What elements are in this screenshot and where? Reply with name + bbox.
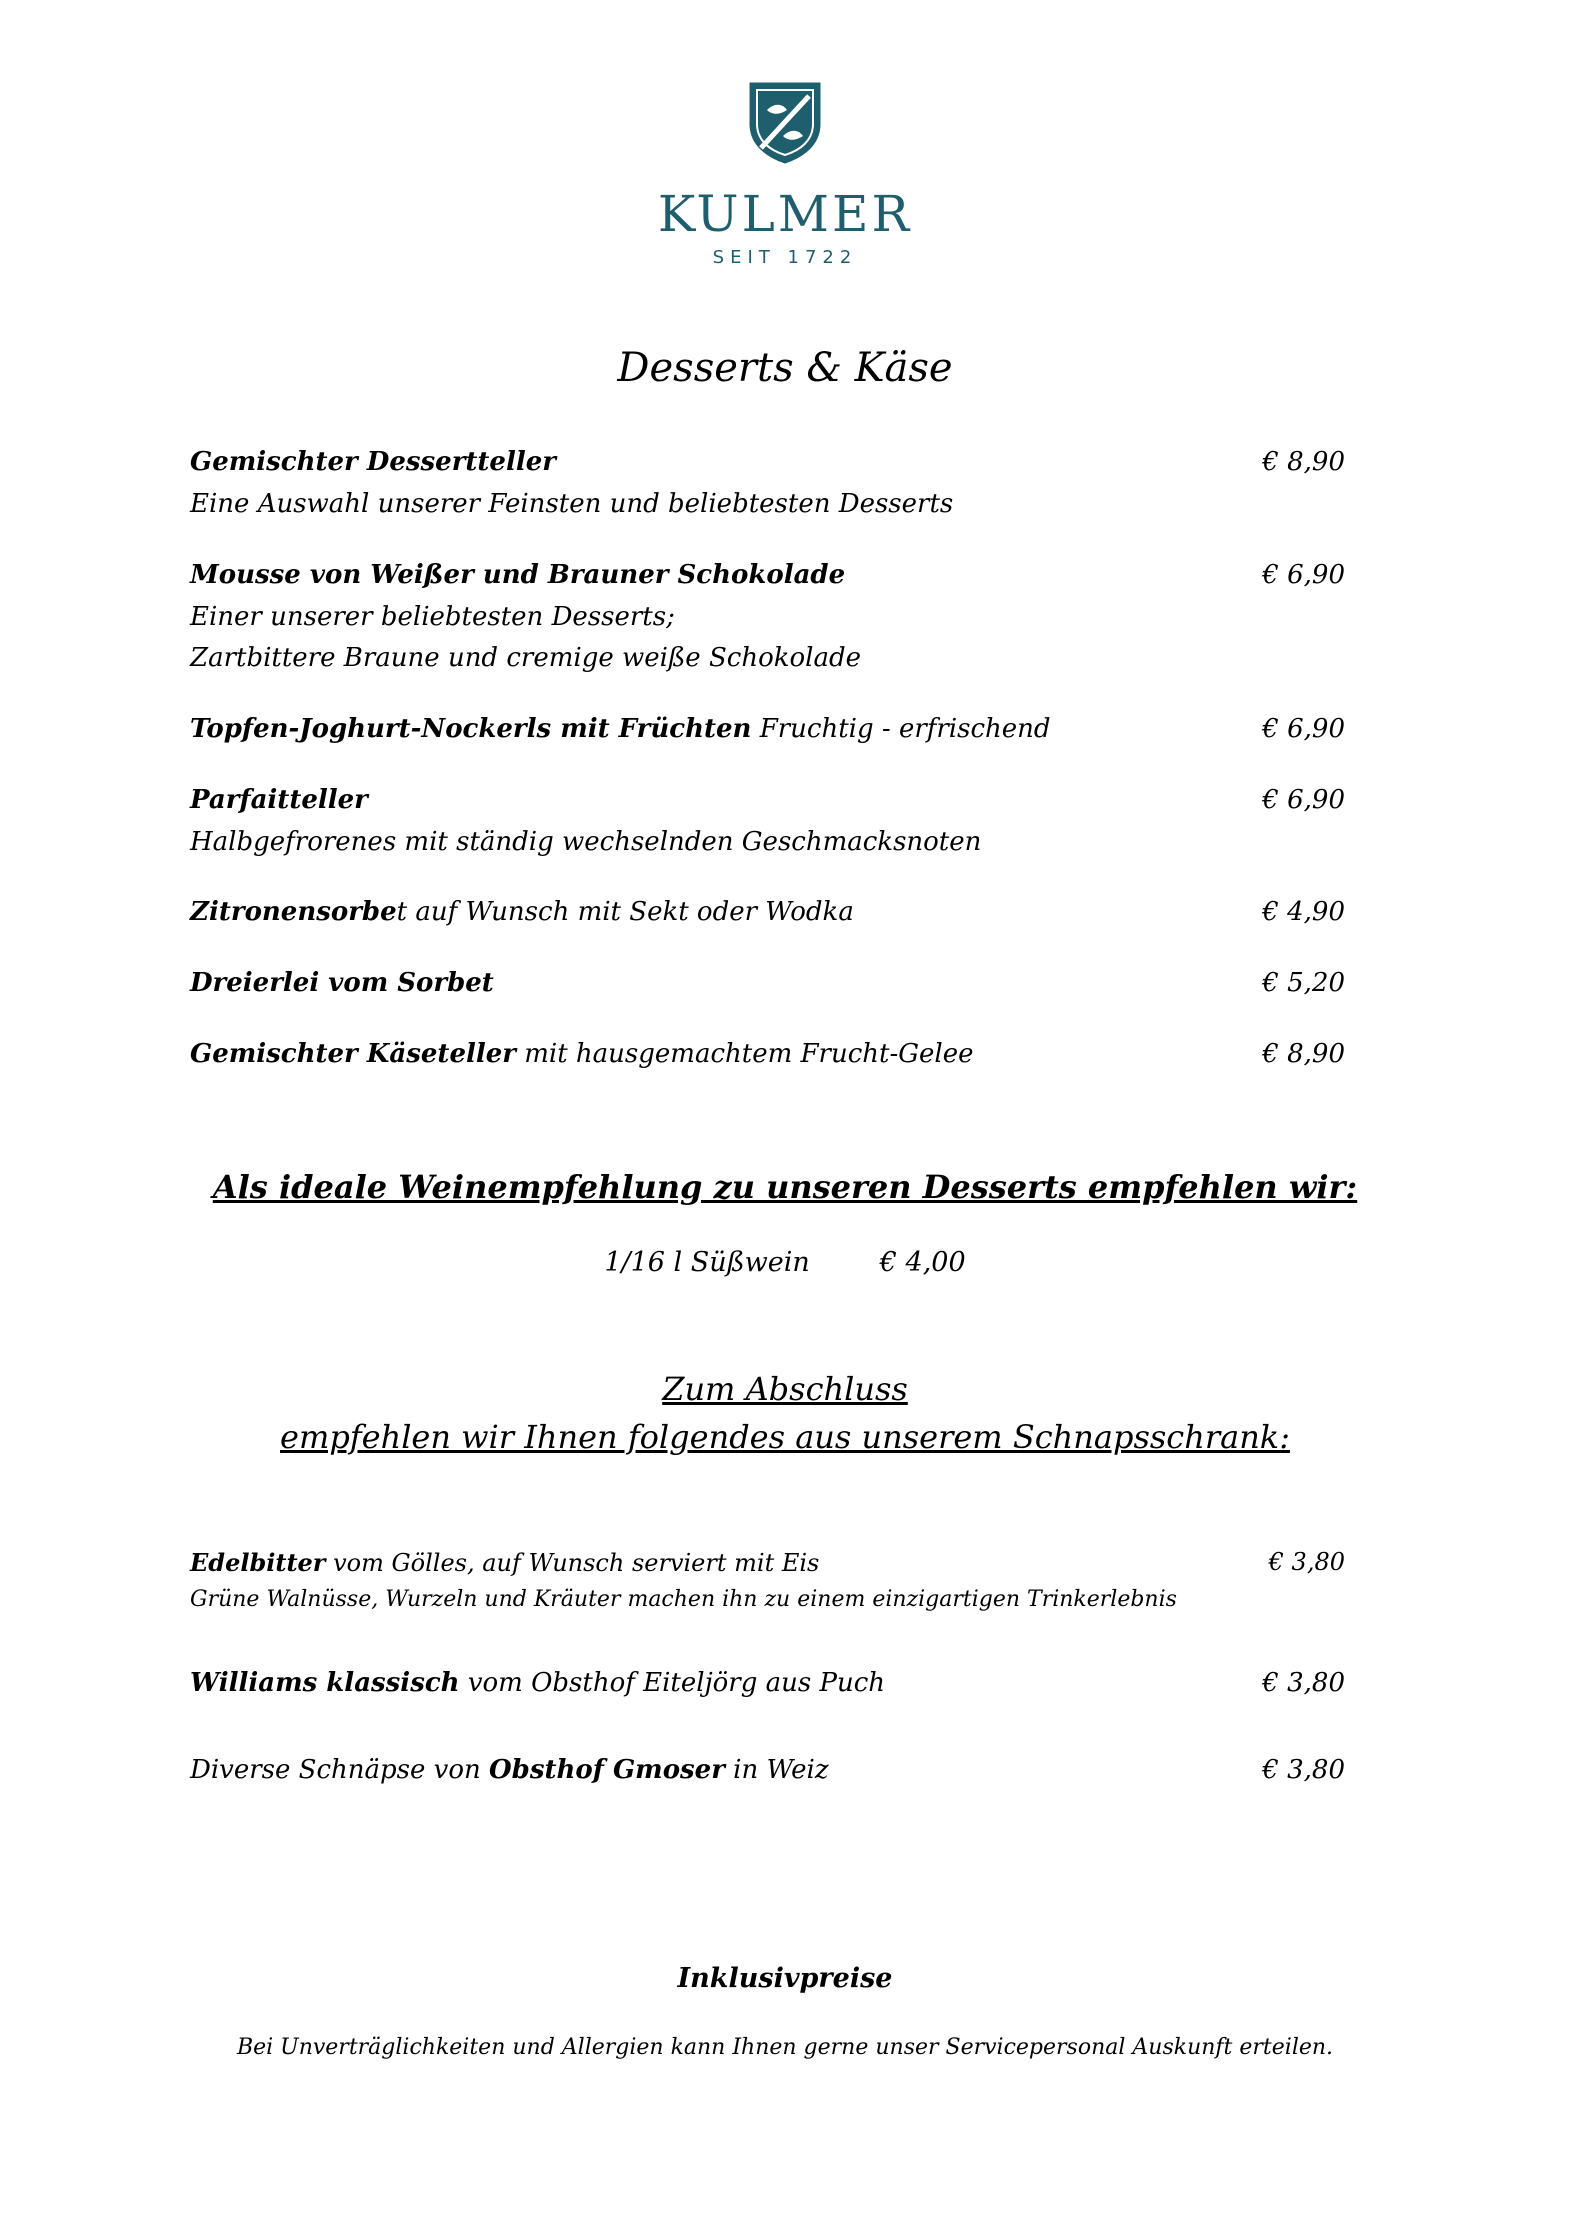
dessert-extra: mit hausgemachtem Frucht-Gelee bbox=[515, 1039, 974, 1069]
schnaps-extra: in Weiz bbox=[724, 1755, 829, 1785]
dessert-price: € 6,90 bbox=[1262, 785, 1345, 815]
brand-logo bbox=[0, 80, 1570, 168]
schnaps-pre: Diverse Schnäpse von bbox=[190, 1755, 490, 1785]
schnaps-extra: vom Gölles, auf Wunsch serviert mit Eis bbox=[325, 1549, 820, 1577]
schnaps-price: € 3,80 bbox=[1262, 1668, 1345, 1698]
schnaps-price: € 3,80 bbox=[1268, 1548, 1345, 1576]
schnaps-name: Obsthof Gmoser bbox=[489, 1755, 725, 1785]
page-title: Desserts & Käse bbox=[617, 345, 953, 391]
shield-icon bbox=[747, 80, 823, 164]
price-note: Inklusivpreise bbox=[677, 1963, 893, 1994]
dessert-name: Gemischter Käseteller bbox=[190, 1039, 516, 1069]
dessert-item bbox=[190, 447, 1340, 477]
brand-tagline: SEIT 1722 bbox=[712, 247, 858, 268]
schnaps-extra: vom Obsthof Eiteljörg aus Puch bbox=[459, 1668, 886, 1698]
schnaps-desc: Grüne Walnüsse, Wurzeln und Kräuter machen ihn zu einem einzigartigen Trinkerlebnis bbox=[190, 1587, 1177, 1612]
dessert-item bbox=[190, 560, 1340, 590]
dessert-desc: Einer unserer beliebtesten Desserts; bbox=[190, 602, 675, 632]
dessert-desc: Zartbittere Braune und cremige weiße Schokolade bbox=[190, 643, 861, 673]
schnaps-name: Williams klassisch bbox=[190, 1668, 460, 1698]
dessert-price: € 6,90 bbox=[1262, 560, 1345, 590]
wine-price: € 4,00 bbox=[879, 1247, 966, 1278]
schnaps-name: Edelbitter bbox=[190, 1548, 326, 1577]
dessert-price: € 5,20 bbox=[1262, 968, 1345, 998]
dessert-item bbox=[190, 1039, 1340, 1069]
brand-name: KULMER bbox=[657, 185, 913, 243]
dessert-item bbox=[190, 968, 1340, 998]
dessert-name: Topfen-Joghurt-Nockerls mit Früchten bbox=[190, 714, 752, 744]
dessert-extra: t auf Wunsch mit Sekt oder Wodka bbox=[396, 897, 854, 927]
dessert-name: Zitronensorbe bbox=[190, 897, 397, 927]
dessert-item bbox=[190, 714, 1340, 744]
allergy-note: Bei Unverträglichkeiten und Allergien kann Ihnen gerne unser Servicepersonal Auskunft erteilen. bbox=[236, 2035, 1334, 2060]
wine-offer bbox=[0, 1247, 1570, 1278]
dessert-name: Gemischter Dessertteller bbox=[190, 447, 556, 477]
schnaps-item bbox=[190, 1548, 1340, 1577]
dessert-desc: Eine Auswahl unserer Feinsten und beliebtesten Desserts bbox=[190, 489, 954, 519]
wine-heading: Als ideale Weinempfehlung zu unseren Desserts empfehlen wir: bbox=[212, 1168, 1358, 1206]
dessert-price: € 4,90 bbox=[1262, 897, 1345, 927]
schnaps-item bbox=[190, 1668, 1340, 1698]
dessert-extra: Fruchtig - erfrischend bbox=[751, 714, 1051, 744]
wine-item: 1/16 l Süßwein bbox=[604, 1247, 810, 1278]
schnaps-price: € 3,80 bbox=[1262, 1755, 1345, 1785]
dessert-item bbox=[190, 897, 1340, 927]
dessert-item bbox=[190, 785, 1340, 815]
dessert-price: € 8,90 bbox=[1262, 447, 1345, 477]
schnaps-heading-line1: Zum Abschluss bbox=[662, 1370, 908, 1408]
dessert-name: Mousse von Weißer und Brauner Schokolade bbox=[190, 560, 846, 590]
dessert-name: Dreierlei vom Sorbet bbox=[190, 968, 494, 998]
dessert-desc: Halbgefrorenes mit ständig wechselnden Geschmacksnoten bbox=[190, 827, 982, 857]
schnaps-heading-line2: empfehlen wir Ihnen folgendes aus unserem Schnapsschrank: bbox=[280, 1418, 1290, 1456]
dessert-price: € 6,90 bbox=[1262, 714, 1345, 744]
schnaps-item bbox=[190, 1755, 1340, 1785]
dessert-name: Parfaitteller bbox=[190, 785, 368, 815]
dessert-price: € 8,90 bbox=[1262, 1039, 1345, 1069]
